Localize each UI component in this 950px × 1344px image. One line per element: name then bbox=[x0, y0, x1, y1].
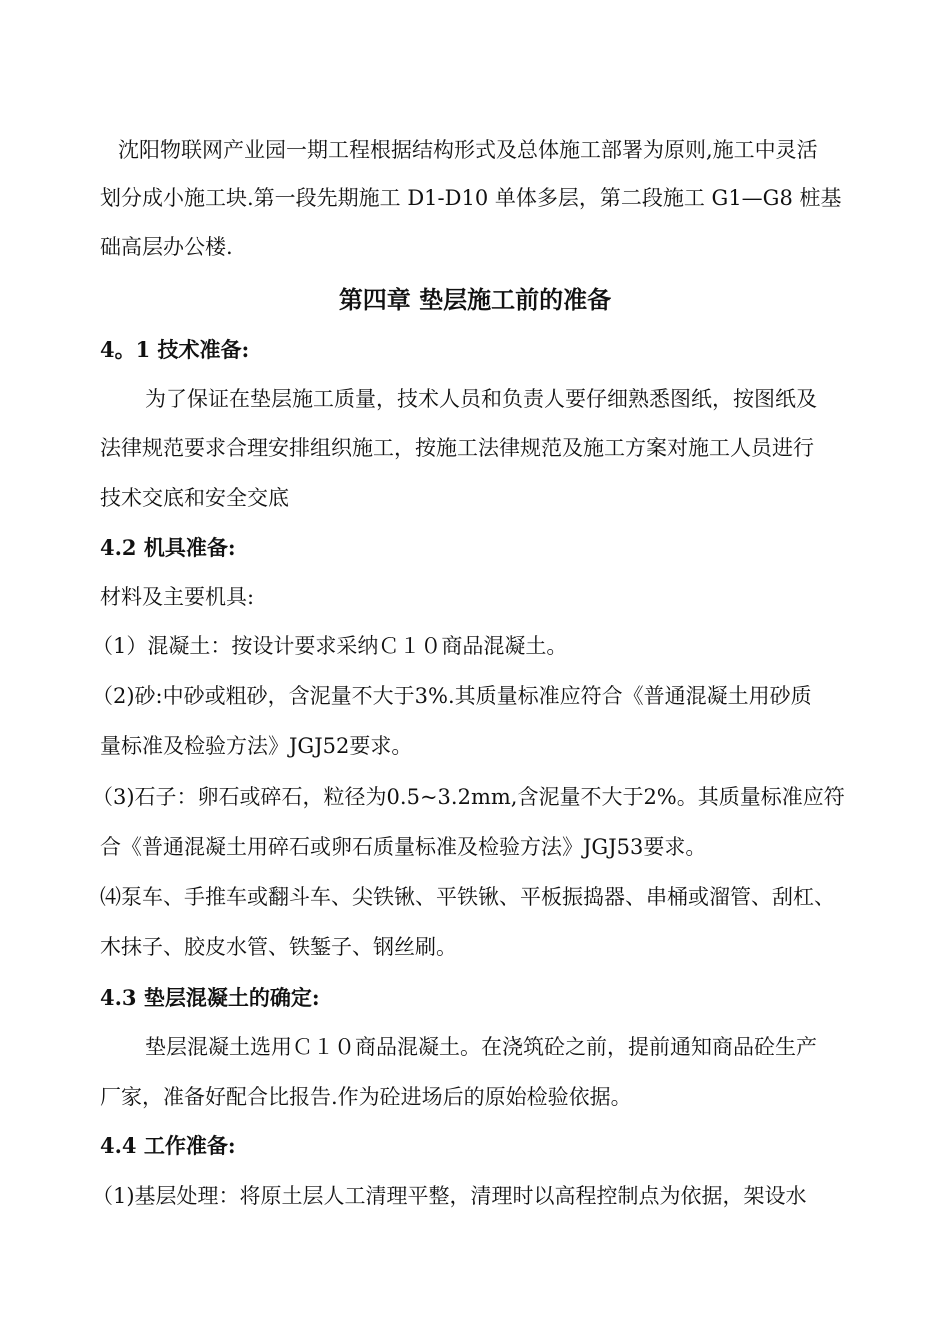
section-4-2-item-2-line-2: 量标准及检验方法》JGJ52要求。 bbox=[100, 734, 413, 758]
section-4-2-intro: 材料及主要机具: bbox=[100, 585, 255, 609]
section-4-3-heading: 4.3 垫层混凝土的确定: bbox=[100, 985, 320, 1010]
section-4-2-heading: 4.2 机具准备: bbox=[100, 535, 236, 560]
section-4-3-line-2: 厂家，准备好配合比报告.作为砼进场后的原始检验依据。 bbox=[100, 1085, 632, 1109]
section-4-2-item-3-line-2: 合《普通混凝土用碎石或卵石质量标准及检验方法》JGJ53要求。 bbox=[100, 835, 707, 859]
chapter-title: 第四章 垫层施工前的准备 bbox=[338, 285, 612, 314]
section-4-4-heading: 4.4 工作准备: bbox=[100, 1133, 236, 1158]
section-4-1-line-3: 技术交底和安全交底 bbox=[100, 486, 289, 510]
section-4-2-item-4-line-1: ⑷泵车、手推车或翻斗车、尖铁锹、平铁锹、平板振捣器、串桶或溜管、刮杠、 bbox=[100, 885, 835, 909]
intro-line-3: 础高层办公楼. bbox=[100, 235, 233, 259]
section-4-2-item-3-line-1: （3)石子：卵石或碎石，粒径为0.5~3.2mm,含泥量不大于2%。其质量标准应符 bbox=[92, 785, 845, 809]
intro-line-2: 划分成小施工块.第一段先期施工 D1-D10 单体多层，第二段施工 G1—G8 桩基 bbox=[100, 186, 842, 210]
section-4-4-item-1-line-1: （1)基层处理：将原土层人工清理平整，清理时以高程控制点为依据，架设水 bbox=[92, 1184, 807, 1208]
section-4-1-line-2: 法律规范要求合理安排组织施工，按施工法律规范及施工方案对施工人员进行 bbox=[100, 436, 814, 460]
section-4-2-item-2-line-1: （2)砂:中砂或粗砂，含泥量不大于3%.其质量标准应符合《普通混凝土用砂质 bbox=[92, 684, 812, 708]
section-4-1-heading: 4。1 技术准备: bbox=[100, 337, 250, 362]
section-4-2-item-1: （1）混凝土：按设计要求采纳Ｃ１０商品混凝土。 bbox=[92, 634, 568, 658]
section-4-1-line-1: 为了保证在垫层施工质量，技术人员和负责人要仔细熟悉图纸，按图纸及 bbox=[145, 387, 817, 411]
section-4-2-item-4-line-2: 木抹子、胶皮水管、铁錾子、钢丝刷。 bbox=[100, 935, 457, 959]
intro-line-1: 沈阳物联网产业园一期工程根据结构形式及总体施工部署为原则,施工中灵活 bbox=[118, 138, 818, 162]
section-4-3-line-1: 垫层混凝土选用Ｃ１０商品混凝土。在浇筑砼之前，提前通知商品砼生产 bbox=[145, 1035, 817, 1059]
